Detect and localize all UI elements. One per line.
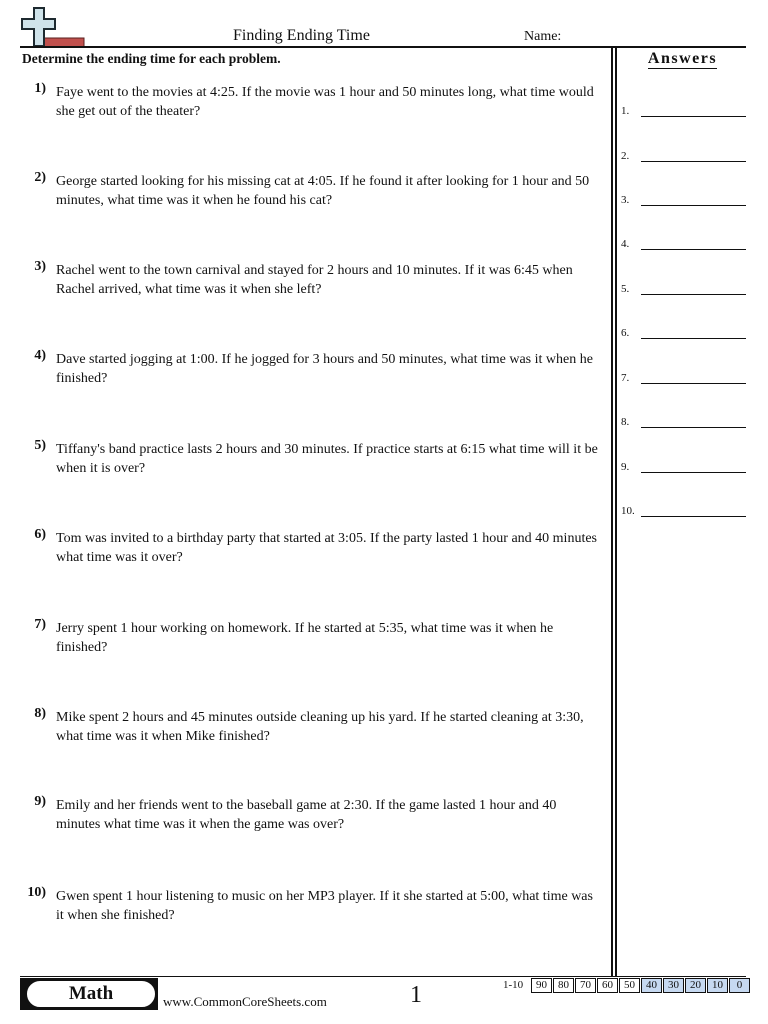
problem-number: 4) xyxy=(34,348,46,363)
footer-divider xyxy=(20,976,746,977)
problem-text: Faye went to the movies at 4:25. If the movie was 1 hour and 50 minutes long, what time would she get out of the theater? xyxy=(56,85,594,119)
answer-line-6[interactable]: 6. xyxy=(621,323,746,339)
header-divider xyxy=(20,46,746,48)
score-box: 30 xyxy=(663,978,684,993)
score-box: 50 xyxy=(619,978,640,993)
problem-text: Tom was invited to a birthday party that started at 3:05. If the party lasted 1 hour and 40 minutes what time was it over? xyxy=(56,531,598,565)
problem-number: 5) xyxy=(34,438,46,453)
problem-number: 7) xyxy=(34,617,46,632)
score-range-label: 1-10 xyxy=(503,979,524,991)
column-divider xyxy=(611,48,613,976)
problem-text: Rachel went to the town carnival and stayed for 2 hours and 10 minutes. If it was 6:45 when Rachel arrived, what time was it when she left? xyxy=(56,263,573,297)
page-title: Finding Ending Time xyxy=(233,27,370,44)
problem-number: 8) xyxy=(34,706,46,721)
problem-text: Gwen spent 1 hour listening to music on her MP3 player. If it she started at 5:00, what time was it when she finished? xyxy=(56,889,593,923)
score-box: 60 xyxy=(597,978,618,993)
problem-number: 1) xyxy=(34,81,46,96)
problem-text: Dave started jogging at 1:00. If he jogged for 3 hours and 50 minutes, what time was it when he finished? xyxy=(56,352,593,386)
problem-text: Emily and her friends went to the baseball game at 2:30. If the game lasted 1 hour and 40 minutes what time was it when the game was over? xyxy=(56,798,557,832)
answers-heading: Answers xyxy=(647,50,718,67)
problem-text: Jerry spent 1 hour working on homework. If he started at 5:35, what time was it when he finished? xyxy=(56,621,554,655)
name-label: Name: xyxy=(524,29,562,44)
instructions: Determine the ending time for each problem. xyxy=(22,51,281,66)
score-box: 0 xyxy=(729,978,750,993)
page-number: 1 xyxy=(410,982,422,1008)
answer-line-9[interactable]: 9. xyxy=(621,457,746,473)
answer-line-10[interactable]: 10. xyxy=(621,501,746,517)
score-box: 70 xyxy=(575,978,596,993)
answer-line-3[interactable]: 3. xyxy=(621,190,746,206)
answer-line-7[interactable]: 7. xyxy=(621,368,746,384)
score-box: 40 xyxy=(641,978,662,993)
answer-line-1[interactable]: 1. xyxy=(621,101,746,117)
answer-line-4[interactable]: 4. xyxy=(621,234,746,250)
score-box: 20 xyxy=(685,978,706,993)
answer-line-8[interactable]: 8. xyxy=(621,412,746,428)
answer-line-2[interactable]: 2. xyxy=(621,146,746,162)
problem-number: 3) xyxy=(34,259,46,274)
score-box: 80 xyxy=(553,978,574,993)
score-box: 10 xyxy=(707,978,728,993)
problem-text: Tiffany's band practice lasts 2 hours and 30 minutes. If practice starts at 6:15 what time will it be when it is over? xyxy=(56,442,598,476)
problem-number: 6) xyxy=(34,527,46,542)
problem-number: 2) xyxy=(34,170,46,185)
plus-logo-icon xyxy=(20,6,86,48)
score-box: 90 xyxy=(531,978,552,993)
column-divider xyxy=(615,48,617,976)
problem-text: George started looking for his missing cat at 4:05. If he found it after looking for 1 hour and 50 minutes, what time was it when he found his cat? xyxy=(56,174,590,208)
problem-number: 10) xyxy=(27,885,46,900)
subject-badge: Math xyxy=(24,978,158,1010)
problem-number: 9) xyxy=(34,794,46,809)
problem-text: Mike spent 2 hours and 45 minutes outside cleaning up his yard. If he started cleaning at 3:30, what time was it when Mike finished? xyxy=(56,710,584,744)
website-link[interactable]: www.CommonCoreSheets.com xyxy=(163,994,327,1009)
answer-line-5[interactable]: 5. xyxy=(621,279,746,295)
